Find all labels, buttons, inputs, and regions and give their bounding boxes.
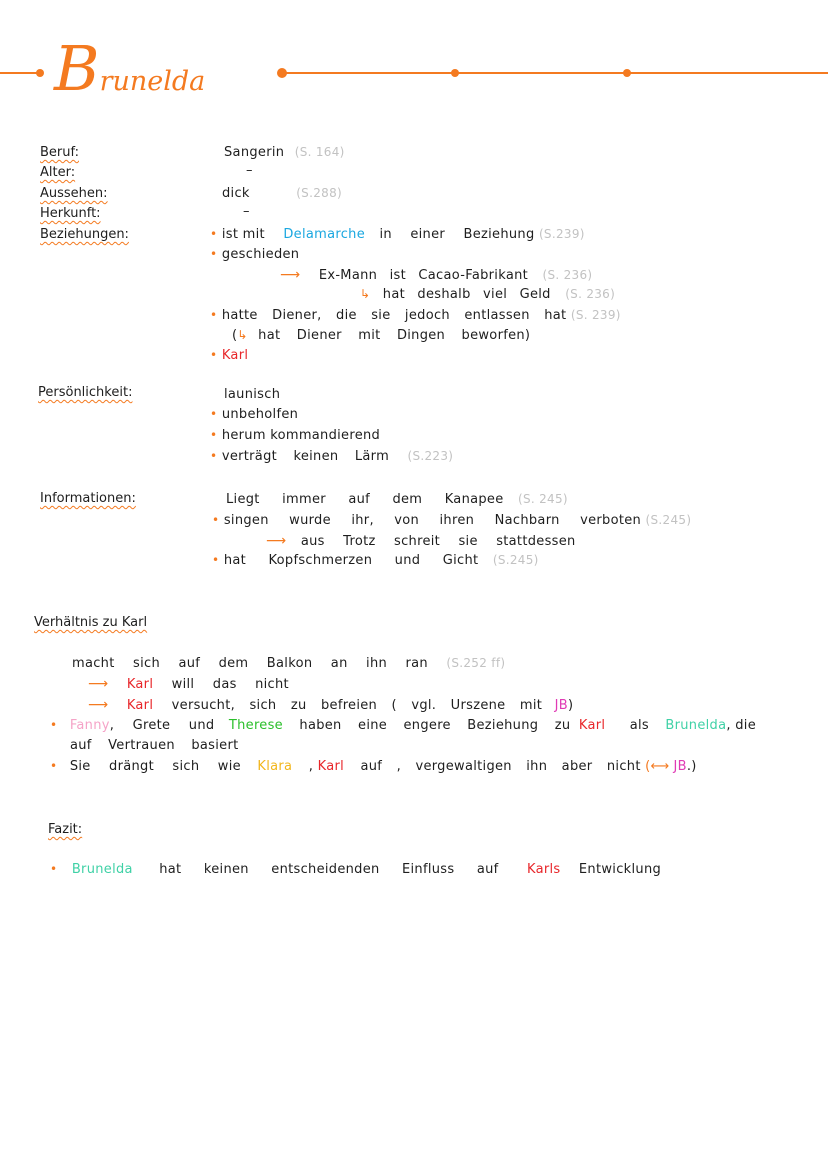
verhaeltnis-line-5 [70, 738, 239, 753]
info-line4-ref: (S.245) [492, 553, 539, 567]
bullet-icon: • [210, 348, 218, 362]
verh-line4-mid: haben eine engere Beziehung zu [299, 718, 571, 733]
info-line4: hat Kopfschmerzen und Gicht [223, 553, 479, 568]
bullet-icon: • [210, 247, 218, 261]
verh-line4-brunelda: Brunelda [665, 718, 727, 733]
verh-line4-als: als [629, 718, 649, 733]
beziehungen-line-4 [360, 287, 615, 302]
bez-line6: hat Diener mit Dingen beworfen) [258, 328, 531, 343]
verh-line3-name: Karl [126, 698, 154, 713]
bullet-icon: • [50, 759, 58, 773]
verhaeltnis-line-2 [88, 676, 289, 692]
fazit-karls: Karls [526, 862, 561, 877]
alter-value: – [246, 163, 253, 178]
hook-arrow-icon: ↳ [237, 328, 248, 342]
persoenlichkeit-item-3 [210, 428, 380, 443]
title-rest: runelda [99, 66, 206, 97]
persoenlichkeit-text-1: launisch [224, 387, 281, 402]
persoenlichkeit-item-2 [210, 407, 298, 422]
info-line-1 [226, 492, 568, 507]
verhaeltnis-line-1 [72, 656, 505, 671]
info-line3: aus Trotz schreit sie stattdessen [300, 534, 576, 549]
verhaeltnis-line-6 [50, 759, 697, 774]
label-informationen: Informationen: [40, 491, 136, 506]
beruf-row [224, 145, 345, 160]
hook-arrow-icon: ↳ [360, 287, 371, 301]
persoenlichkeit-item-1 [224, 387, 280, 402]
fazit-b: Entwicklung [578, 862, 662, 877]
bez-line2: geschieden [221, 247, 300, 262]
bez-line3: Ex-Mann ist Cacao-Fabrikant [318, 268, 529, 283]
page-title [54, 32, 206, 105]
verhaeltnis-line-3 [88, 697, 573, 713]
bullet-icon: • [50, 862, 58, 876]
arrow-right-icon: ⟶ [280, 267, 301, 283]
bullet-icon: • [210, 227, 218, 241]
bullet-icon: • [210, 449, 218, 463]
arrow-right-icon: ⟶ [266, 533, 287, 549]
verh-line6-karl: Karl [317, 759, 345, 774]
persoenlichkeit-item-4 [210, 449, 453, 464]
header-dot-1 [36, 69, 44, 77]
info-line2: singen wurde ihr, von ihren Nachbarn verboten [223, 513, 642, 528]
bez-line1-a: ist mit [221, 227, 265, 242]
persoenlichkeit-text-4: verträgt keinen Lärm [221, 449, 390, 464]
aussehen-ref: (S.288) [296, 186, 342, 200]
verh-grete: , Grete und [109, 718, 215, 733]
info-line2-ref: (S.245) [645, 513, 692, 527]
verh-line6-comma: , [308, 759, 314, 774]
fazit-line [50, 862, 661, 877]
verh-line5: auf Vertrauen basiert [70, 738, 239, 753]
header-dot-2 [277, 68, 287, 78]
bez-line1-name: Delamarche [283, 227, 366, 242]
bez-line7-name: Karl [221, 348, 249, 363]
label-herkunft: Herkunft: [40, 206, 101, 221]
bez-line3-ref: (S. 236) [542, 268, 593, 282]
beziehungen-line-2 [210, 247, 299, 262]
info-line1-ref: (S. 245) [517, 492, 568, 506]
arrow-right-icon: ⟶ [88, 676, 109, 692]
title-initial: B [54, 32, 100, 105]
persoenlichkeit-text-2: unbeholfen [221, 407, 299, 422]
verh-line6-close: .) [686, 759, 697, 774]
beziehungen-line-3 [280, 267, 592, 283]
verh-line1: macht sich auf dem Balkon an ihn ran [72, 656, 428, 671]
beziehungen-line-6 [232, 328, 530, 343]
persoenlichkeit-ref: (S.223) [407, 449, 454, 463]
bez-line4-ref: (S. 236) [565, 287, 616, 301]
verh-line6-paren-arrow: (⟷ [645, 759, 670, 774]
verh-line2-name: Karl [126, 677, 154, 692]
verh-fanny: Fanny [69, 718, 110, 733]
bullet-icon: • [212, 553, 220, 567]
label-aussehen: Aussehen: [40, 186, 108, 201]
persoenlichkeit-text-3: herum kommandierend [221, 428, 381, 443]
verh-line3-jb: JB [554, 698, 568, 713]
bullet-icon: • [50, 718, 58, 732]
beziehungen-line-1 [210, 227, 585, 242]
verh-line4-end: , die [726, 718, 757, 733]
bullet-icon: • [210, 428, 218, 442]
label-persoenlichkeit: Persönlichkeit: [38, 385, 133, 400]
bez-line1-ref: (S.239) [538, 227, 585, 241]
beruf-value: Sangerin [224, 145, 285, 160]
verh-line2: will das nicht [171, 677, 289, 692]
verhaeltnis-line-4 [50, 718, 756, 733]
label-beziehungen: Beziehungen: [40, 227, 129, 242]
verh-line1-ref: (S.252 ff) [446, 656, 506, 670]
arrow-right-icon: ⟶ [88, 697, 109, 713]
beziehungen-line-5 [210, 308, 621, 323]
verh-line3: versucht, sich zu befreien ( vgl. Urszene mit [171, 698, 543, 713]
info-line-3 [266, 533, 576, 549]
aussehen-row [222, 186, 342, 201]
info-line1: Liegt immer auf dem Kanapee [226, 492, 504, 507]
verh-line3-close: ) [567, 698, 574, 713]
verh-line6-b: auf , vergewaltigen ihn aber nicht [360, 759, 641, 774]
info-line-4 [212, 553, 539, 568]
bullet-icon: • [212, 513, 220, 527]
bullet-icon: • [210, 407, 218, 421]
info-line-2 [212, 513, 691, 528]
label-verhaeltnis: Verhältnis zu Karl [34, 615, 148, 630]
beruf-ref: (S. 164) [294, 145, 345, 159]
bez-line1-b: in einer Beziehung [379, 227, 535, 242]
verh-therese: Therese [228, 718, 283, 733]
bez-line5-ref: (S. 239) [570, 308, 621, 322]
fazit-name: Brunelda [71, 862, 133, 877]
bullet-icon: • [210, 308, 218, 322]
header-dot-4 [623, 69, 631, 77]
aussehen-value: dick [222, 186, 250, 201]
herkunft-value: – [243, 204, 250, 219]
fazit-a: hat keinen entscheidenden Einfluss auf [159, 862, 499, 877]
beziehungen-line-7 [210, 348, 248, 363]
verh-line6-klara: Klara [257, 759, 293, 774]
verh-line4-karl: Karl [578, 718, 606, 733]
label-alter: Alter: [40, 165, 76, 180]
label-fazit: Fazit: [48, 822, 83, 837]
verh-line6-a: Sie drängt sich wie [69, 759, 241, 774]
bez-line5: hatte Diener, die sie jedoch entlassen hat [221, 308, 567, 323]
bez-line4: hat deshalb viel Geld [382, 287, 551, 302]
header-dot-3 [451, 69, 459, 77]
bez-line6-open: ( [232, 328, 238, 343]
verh-line6-jb: JB [673, 759, 687, 774]
label-beruf: Beruf: [40, 145, 79, 160]
